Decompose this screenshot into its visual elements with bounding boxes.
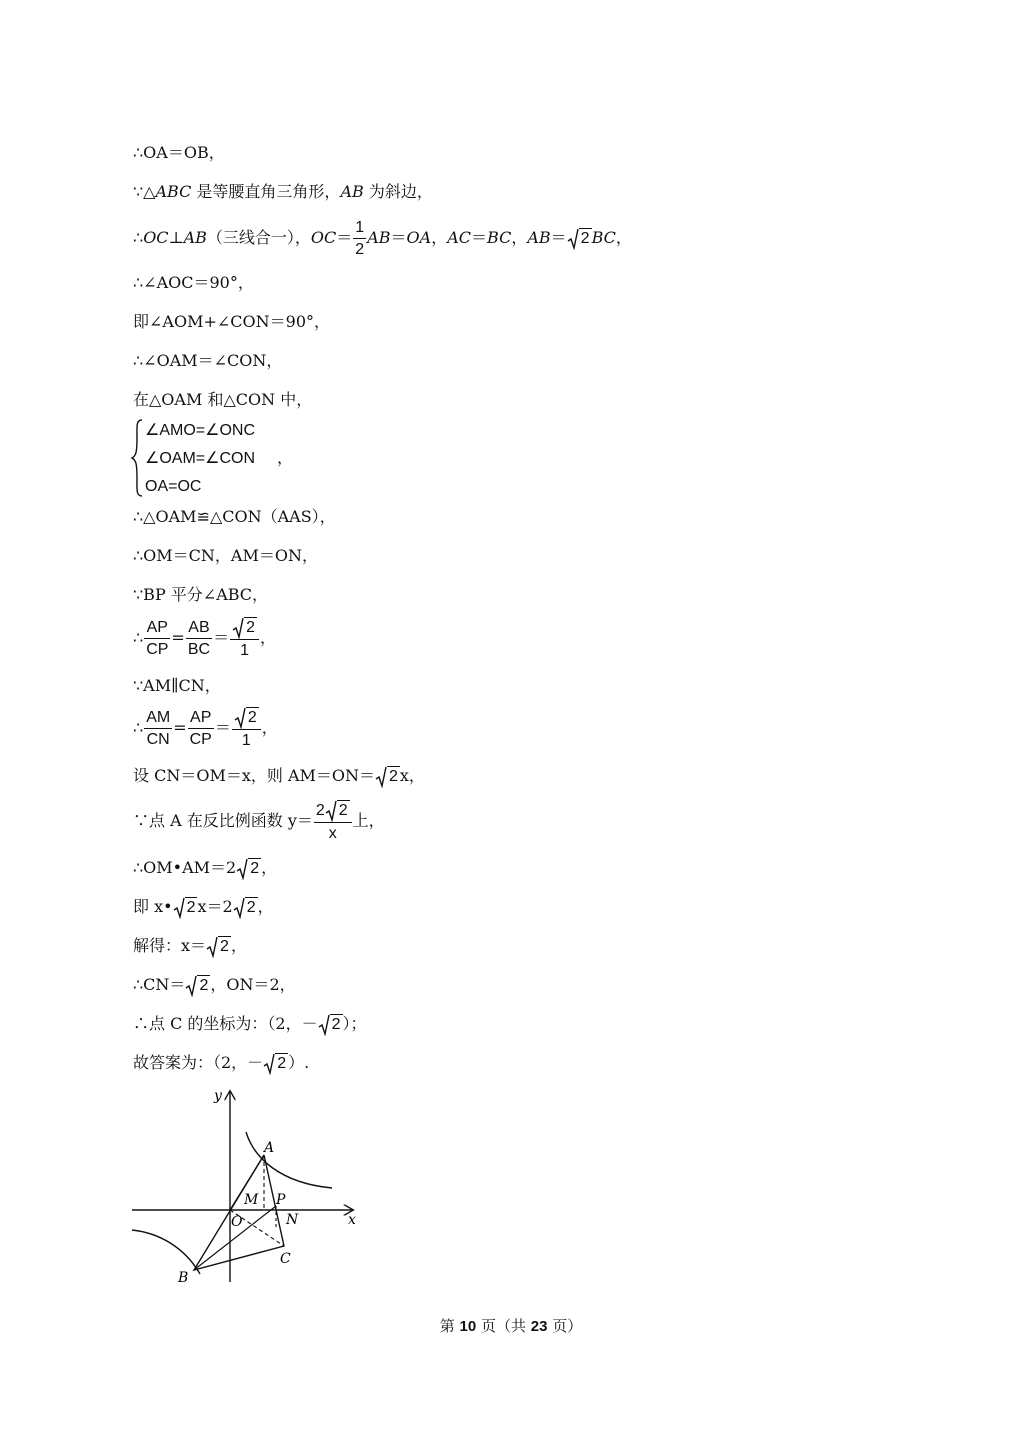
system-row-2 — [145, 448, 293, 470]
label-m: M — [244, 1192, 259, 1208]
label-o: O — [231, 1214, 243, 1230]
fraction — [230, 617, 259, 660]
hyperbola-branch-lower — [132, 1230, 200, 1274]
text: ， — [261, 718, 278, 737]
text: ）. — [288, 1053, 310, 1072]
numerator: 1 — [353, 218, 366, 239]
text: ＝ — [213, 628, 230, 647]
line-let-cn — [133, 765, 425, 788]
text: ， — [257, 897, 274, 916]
text: ∵点 A 在反比例函数 y＝ — [133, 811, 313, 830]
numerator: AB — [186, 618, 212, 639]
text: ∴∠OAM＝∠CON， — [133, 351, 283, 370]
line-bisector — [133, 584, 268, 606]
text: OA — [406, 228, 432, 247]
page-number: 10 — [459, 1318, 477, 1335]
text: ∵BP 平分∠ABC， — [133, 585, 269, 604]
text: ， — [277, 450, 294, 467]
text: 解得：x＝ — [133, 936, 207, 955]
numerator — [314, 800, 352, 823]
text: ， — [259, 628, 276, 647]
line-ratio-ap-cp — [133, 617, 276, 660]
left-brace-icon — [130, 418, 146, 498]
denominator: CN — [146, 731, 170, 748]
text: ∵△ — [133, 182, 156, 201]
radical-sign — [567, 228, 579, 250]
denominator: BC — [187, 641, 211, 658]
text: ∴ — [133, 718, 144, 737]
sqrt-symbol — [185, 975, 210, 997]
line-three-in-one — [133, 218, 632, 259]
text: ∴∠AOC＝90°， — [133, 273, 254, 292]
radicand: 2 — [389, 768, 398, 785]
geometry-figure — [130, 1088, 360, 1284]
radical-sign — [185, 975, 197, 997]
denominator: x — [328, 825, 337, 842]
text: 上， — [352, 811, 385, 830]
radical-sign — [318, 1014, 330, 1036]
label-n: N — [286, 1212, 299, 1228]
text: ＝ — [214, 718, 231, 737]
line-solve — [133, 935, 247, 958]
label-a: A — [264, 1140, 275, 1156]
radical-sign — [234, 707, 246, 729]
text: ∴点 C 的坐标为：（2，－ — [133, 1014, 318, 1033]
system-row-3 — [145, 476, 201, 498]
sqrt-symbol — [375, 766, 400, 788]
radicand: 2 — [199, 977, 209, 994]
text: ∴△OAM≌△CON（AAS）， — [133, 507, 336, 526]
text: ＝ — [390, 228, 407, 247]
radicand: 2 — [250, 860, 260, 877]
text: AB — [183, 228, 207, 247]
line-om-cn — [133, 545, 318, 567]
text: ∴OM•AM＝2 — [133, 858, 237, 877]
sqrt-symbol — [206, 936, 231, 958]
text: AB — [527, 228, 551, 247]
label-y: y — [214, 1088, 222, 1104]
line-equation — [133, 896, 274, 919]
text: ABC — [155, 182, 192, 201]
text: （三线合一）， — [206, 228, 311, 247]
denominator: CP — [146, 641, 169, 658]
text: 页） — [547, 1317, 583, 1335]
label-x: x — [348, 1212, 356, 1228]
line-congruent — [133, 506, 336, 528]
radicand: 2 — [186, 899, 196, 916]
text: ， — [511, 228, 528, 247]
text: 页（共 — [476, 1317, 531, 1335]
text: ∴ — [133, 228, 144, 247]
line-angle-aoc — [133, 272, 254, 294]
radical-sign — [232, 617, 244, 639]
text: ∴CN＝ — [133, 975, 186, 994]
text: BC — [591, 228, 616, 247]
hyperbola-branch-upper — [246, 1132, 332, 1188]
text: ， — [230, 936, 247, 955]
line-angle-sum — [133, 311, 330, 333]
text: 即∠AOM+∠CON＝90°， — [133, 312, 330, 331]
numerator: AP — [188, 708, 214, 729]
text: 故答案为：（2，－ — [133, 1053, 264, 1072]
text: = — [173, 718, 187, 737]
line-cn-on — [133, 974, 296, 997]
radical-sign — [236, 858, 248, 880]
line-answer — [133, 1052, 309, 1075]
line-oa-eq-ob — [133, 142, 225, 164]
radical-sign — [263, 1053, 275, 1075]
radicand: 2 — [247, 709, 257, 726]
radicand: 2 — [331, 1016, 341, 1033]
sqrt-symbol — [173, 897, 198, 919]
fraction — [186, 618, 212, 659]
radicand: 2 — [338, 802, 348, 819]
numerator: AM — [144, 708, 172, 729]
sqrt-symbol — [234, 707, 259, 728]
text: x， — [399, 766, 425, 785]
sqrt-symbol — [325, 800, 350, 821]
text: BC — [487, 228, 512, 247]
line-angle-eq — [133, 350, 282, 372]
line-ratio-am-cn — [133, 707, 278, 750]
radicand: 2 — [277, 1055, 287, 1072]
denominator: 1 — [240, 642, 249, 659]
fraction — [314, 800, 352, 843]
fraction — [144, 618, 170, 659]
text: ， — [615, 228, 632, 247]
text: ∴OA＝OB， — [133, 143, 225, 162]
text: 是等腰直角三角形， — [191, 182, 341, 201]
triangle-abc — [194, 1155, 284, 1270]
text: 设 CN＝OM＝x，则 AM＝ON＝ — [133, 766, 375, 785]
text: AC — [447, 228, 472, 247]
text: ＝ — [336, 228, 353, 247]
denominator: 1 — [241, 732, 251, 749]
sqrt-symbol — [263, 1053, 288, 1075]
numerator — [230, 617, 259, 640]
radical-sign — [233, 897, 245, 919]
sqrt-symbol — [233, 897, 258, 919]
fraction — [144, 708, 172, 749]
text: ，ON＝2， — [210, 975, 296, 994]
radical-sign — [206, 936, 218, 958]
radical-sign — [375, 766, 387, 788]
line-inverse-function — [133, 800, 385, 843]
text: ， — [261, 858, 278, 877]
text: 在△OAM 和△CON 中， — [133, 390, 313, 409]
text: ）； — [342, 1014, 367, 1033]
line-isosceles — [133, 181, 433, 203]
radicand: 2 — [246, 899, 256, 916]
text: 为斜边， — [363, 182, 433, 201]
text: ⊥ — [168, 228, 184, 247]
text: ∴ — [133, 628, 144, 647]
system-row-1 — [145, 420, 255, 442]
text: ∠OAM=∠CON — [145, 450, 256, 467]
radical-sign — [325, 800, 337, 822]
numerator: AP — [144, 618, 170, 639]
sqrt-symbol — [567, 228, 592, 250]
text: ∠AMO=∠ONC — [145, 422, 256, 439]
denominator: 2 — [355, 241, 365, 258]
total-pages: 23 — [530, 1318, 548, 1335]
text: ∴OM＝CN，AM＝ON， — [133, 546, 318, 565]
page-footer — [0, 1315, 1022, 1336]
line-point-c — [133, 1013, 367, 1036]
fraction — [232, 707, 261, 750]
denominator: CP — [189, 731, 212, 748]
text: AB — [367, 228, 391, 247]
text: ＝ — [550, 228, 567, 247]
radicand: 2 — [220, 938, 229, 955]
numerator — [232, 707, 261, 730]
line-om-am — [133, 857, 277, 880]
label-p: P — [276, 1192, 286, 1208]
label-b: B — [178, 1270, 189, 1284]
text: OC — [310, 228, 337, 247]
text: ＝ — [471, 228, 488, 247]
radicand: 2 — [580, 230, 590, 247]
text: ∵AM∥CN， — [133, 676, 221, 695]
text: AB — [340, 182, 364, 201]
text: OA=OC — [145, 478, 202, 495]
radical-sign — [173, 897, 185, 919]
line-parallel — [133, 675, 221, 697]
text: ， — [431, 228, 448, 247]
text: x＝2 — [197, 897, 233, 916]
fraction-half — [353, 218, 366, 259]
text: OC — [143, 228, 169, 247]
radicand: 2 — [246, 619, 255, 636]
label-c: C — [280, 1251, 291, 1267]
fraction — [188, 708, 214, 749]
sqrt-symbol — [236, 858, 261, 880]
text: 即 x• — [133, 897, 173, 916]
sqrt-symbol — [232, 617, 257, 638]
sqrt-symbol — [318, 1014, 343, 1036]
text: 第 — [439, 1317, 460, 1335]
line-in-triangles — [133, 389, 312, 411]
text: 2 — [315, 802, 325, 819]
text: = — [171, 628, 185, 647]
